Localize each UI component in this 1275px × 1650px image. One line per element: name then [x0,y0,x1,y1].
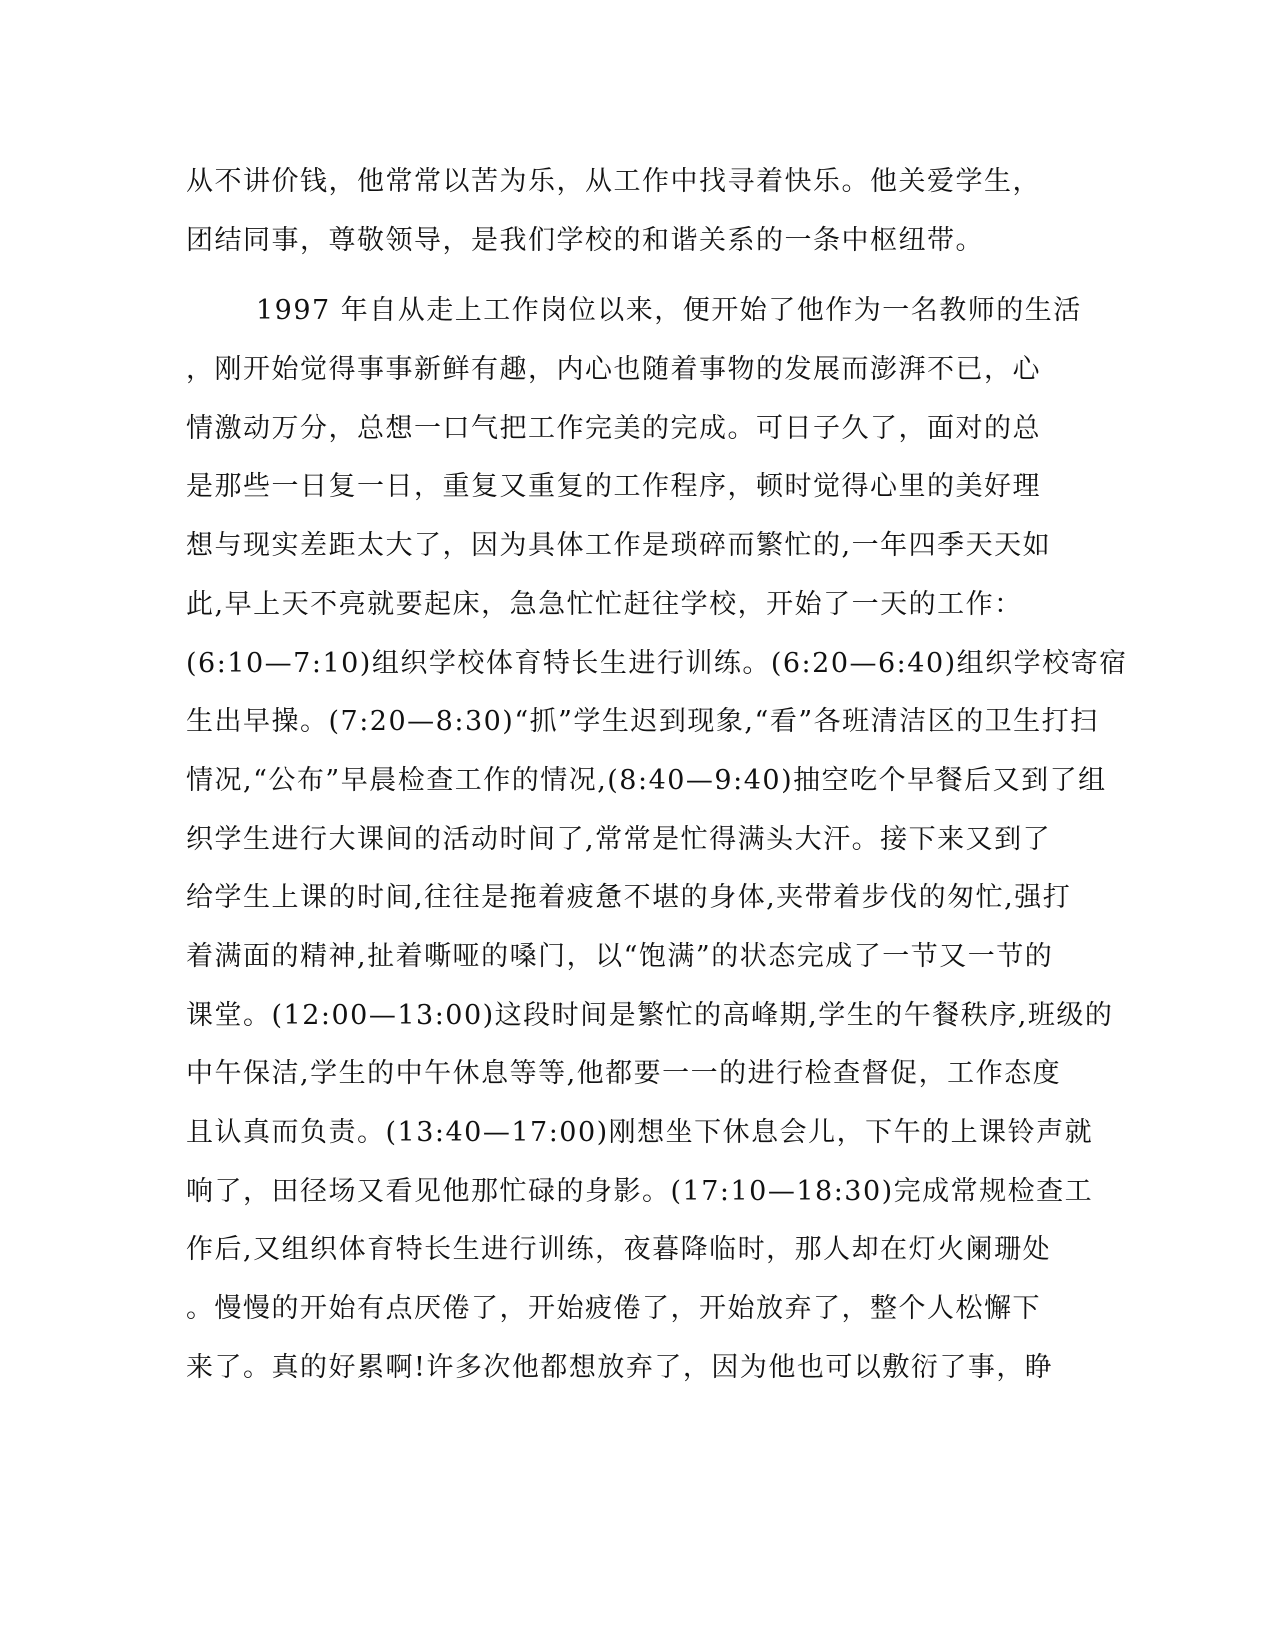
text-line: (6:10—7:10)组织学校体育特长生进行训练。(6:20—6:40)组织学校寄宿 [186,647,1128,679]
text-line: 情激动万分，总想一口气把工作完美的完成。可日子久了，面对的总 [186,412,1041,444]
text-line: 想与现实差距太大了，因为具体工作是琐碎而繁忙的,一年四季天天如 [186,530,1052,562]
text-line: 此,早上天不亮就要起床，急急忙忙赶往学校，开始了一天的工作： [186,588,1023,620]
text-line: 生出早操。(7:20—8:30)“抓”学生迟到现象,“看”各班清洁区的卫生打扫 [186,706,1099,738]
text-line: 着满面的精神,扯着嘶哑的嗓门，以“饱满”的状态完成了一节又一节的 [186,940,1054,972]
text-line: 团结同事，尊敬领导，是我们学校的和谐关系的一条中枢纽带。 [186,224,984,256]
text-line: 给学生上课的时间,往往是拖着疲惫不堪的身体,夹带着步伐的匆忙,强打 [186,882,1072,914]
text-line: 且认真而负责。(13:40—17:00)刚想坐下休息会儿，下午的上课铃声就 [186,1117,1094,1148]
text-line: 。慢慢的开始有点厌倦了，开始疲倦了，开始放弃了，整个人松懈下 [186,1293,1041,1325]
text-line: 中午保洁,学生的中午休息等等,他都要一一的进行检查督促，工作态度 [186,1058,1062,1090]
text-line: 来了。真的好累啊!许多次他都想放弃了，因为他也可以敷衍了事，睁 [186,1351,1054,1383]
paragraph-first-line: 1997 年自从走上工作岗位以来，便开始了他作为一名教师的生活 [256,295,1082,327]
body-text [186,162,1128,1406]
text-line: 从不讲价钱，他常常以苦为乐，从工作中找寻着快乐。他关爱学生， [186,166,1041,197]
text-line: 作后,又组织体育特长生进行训练，夜暮降临时，那人却在灯火阑珊处 [186,1234,1052,1266]
text-line: ，刚开始觉得事事新鲜有趣，内心也随着事物的发展而澎湃不已，心 [186,354,1041,386]
text-line: 是那些一日复一日，重复又重复的工作程序，顿时觉得心里的美好理 [186,471,1041,503]
text-line: 织学生进行大课间的活动时间了,常常是忙得满头大汗。接下来又到了 [186,823,1052,855]
text-line: 课堂。(12:00—13:00)这段时间是繁忙的高峰期,学生的午餐秩序,班级的 [186,999,1114,1031]
text-line: 响了，田径场又看见他那忙碌的身影。(17:10—18:30)完成常规检查工 [186,1175,1094,1207]
text-line: 情况,“公布”早晨检查工作的情况,(8:40—9:40)抽空吃个早餐后又到了组 [186,764,1107,796]
